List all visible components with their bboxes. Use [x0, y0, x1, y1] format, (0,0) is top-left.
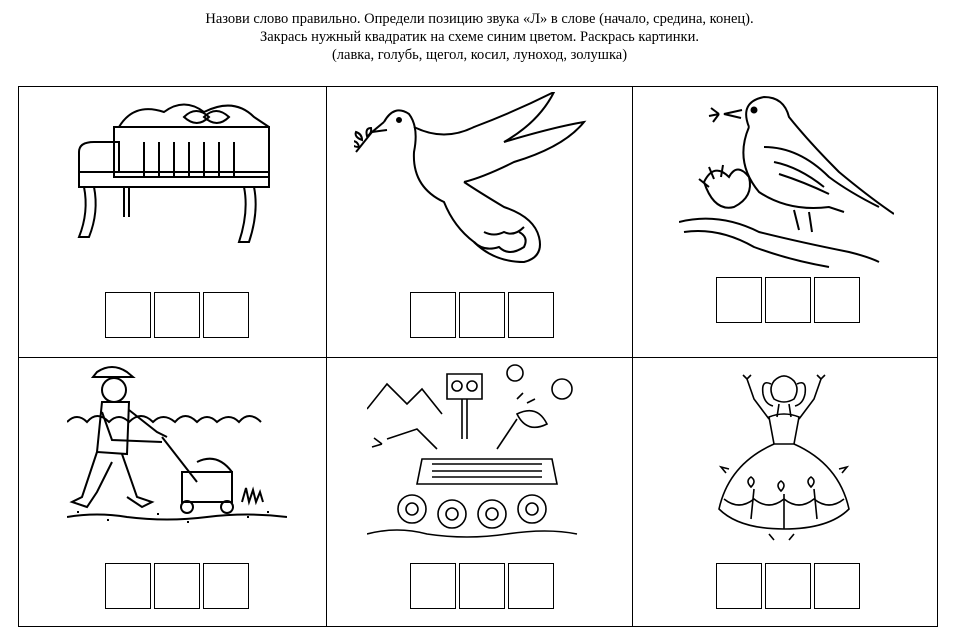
sound-scheme-mowing-man — [105, 563, 249, 609]
scheme-square-middle[interactable] — [154, 563, 200, 609]
scheme-square-end[interactable] — [814, 277, 860, 323]
scheme-square-end[interactable] — [203, 292, 249, 338]
cinderella-picture[interactable] — [709, 369, 859, 544]
scheme-square-start[interactable] — [716, 277, 762, 323]
instruction-line-1: Назови слово правильно. Определи позицию звука «Л» в слове (начало, средина, конец). — [205, 11, 754, 27]
scheme-square-middle[interactable] — [154, 292, 200, 338]
goldfinch-picture[interactable] — [679, 92, 894, 272]
sound-scheme-bench — [105, 292, 249, 338]
scheme-square-middle[interactable] — [459, 563, 505, 609]
dove-picture[interactable] — [354, 92, 594, 272]
mowing-man-picture[interactable] — [67, 362, 287, 532]
grid-divider — [19, 357, 937, 358]
scheme-square-middle[interactable] — [765, 277, 811, 323]
sound-scheme-goldfinch — [716, 277, 860, 323]
sound-scheme-lunar-rover — [410, 563, 554, 609]
sound-scheme-dove — [410, 292, 554, 338]
scheme-square-start[interactable] — [716, 563, 762, 609]
scheme-square-middle[interactable] — [765, 563, 811, 609]
scheme-square-end[interactable] — [508, 563, 554, 609]
scheme-square-start[interactable] — [105, 292, 151, 338]
scheme-square-start[interactable] — [410, 563, 456, 609]
instruction-line-2: Закрась нужный квадратик на схеме синим цветом. Раскрась картинки. — [259, 29, 699, 45]
scheme-square-end[interactable] — [508, 292, 554, 338]
worksheet-grid — [18, 86, 938, 627]
scheme-square-middle[interactable] — [459, 292, 505, 338]
scheme-square-start[interactable] — [410, 292, 456, 338]
scheme-square-end[interactable] — [203, 563, 249, 609]
instruction-line-3: (лавка, голубь, щегол, косил, луноход, золушка) — [331, 47, 628, 63]
scheme-square-end[interactable] — [814, 563, 860, 609]
instructions — [0, 10, 959, 64]
scheme-square-start[interactable] — [105, 563, 151, 609]
bench-picture[interactable] — [74, 97, 274, 247]
lunar-rover-picture[interactable] — [367, 359, 579, 539]
sound-scheme-cinderella — [716, 563, 860, 609]
